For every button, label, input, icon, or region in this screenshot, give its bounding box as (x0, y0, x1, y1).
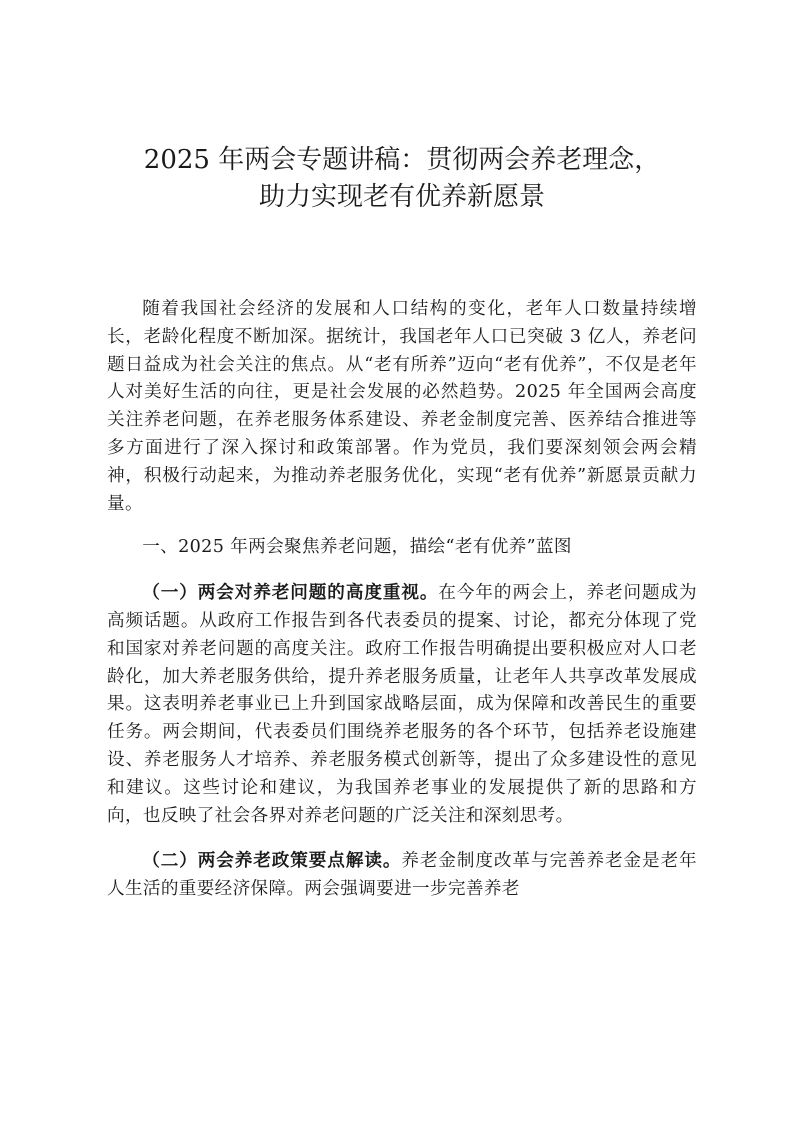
document-body (107, 296, 697, 904)
subsection-2-text: 养老金制度改革与完善养老金是老年人生活的重要经济保障。两会强调要进一步完善养老 (107, 851, 697, 900)
title-line-2: 助力实现老有优养新愿景 (258, 182, 545, 212)
subsection-paragraph-1 (107, 579, 697, 830)
subsection-2-lead: （二）两会养老政策要点解读。 (142, 850, 402, 872)
document-title (107, 142, 697, 216)
subsection-1-lead: （一）两会对养老问题的高度重视。 (142, 582, 439, 604)
title-line-1: 2025 年两会专题讲稿：贯彻两会养老理念， (143, 145, 661, 175)
paragraph-spacer (107, 562, 697, 579)
paragraph-spacer (107, 518, 697, 534)
intro-paragraph: 随着我国社会经济的发展和人口结构的变化，老年人口数量持续增长，老龄化程度不断加深。据统计，我国老年人口已突破 3 亿人，养老问题日益成为社会关注的焦点。从“老有所养”迈向“老有优养”，不仅是老年人对美好生活的向往，更是社会发展的必然趋势。2025 年全国两会高度关注养老问题，在养老服务体系建设、养老金制度完善、医养结合推进等多方面进行了深入探讨和政策部署。作为党员，我们要深刻领会两会精神，积极行动起来，为推动养老服务优化，实现“老有优养”新愿景贡献力量。 (107, 299, 697, 514)
paragraph-spacer (107, 830, 697, 847)
subsection-paragraph-2 (107, 847, 697, 904)
section-heading-1: 一、2025 年两会聚焦养老问题，描绘“老有优养”蓝图 (142, 537, 572, 558)
subsection-1-text: 在今年的两会上，养老问题成为高频话题。从政府工作报告到各代表委员的提案、讨论，都充分体现了党和国家对养老问题的高度关注。政府工作报告明确提出要积极应对人口老龄化，加大养老服务供给，提升养老服务质量，让老年人共享改革发展成果。这表明养老事业已上升到国家战略层面，成为保障和改善民生的重要任务。两会期间，代表委员们围绕养老服务的各个环节，包括养老设施建设、养老服务人才培养、养老服务模式创新等，提出了众多建设性的意见和建议。这些讨论和建议，为我国养老事业的发展提供了新的思路和方向，也反映了社会各界对养老问题的广泛关注和深刻思考。 (107, 583, 697, 826)
